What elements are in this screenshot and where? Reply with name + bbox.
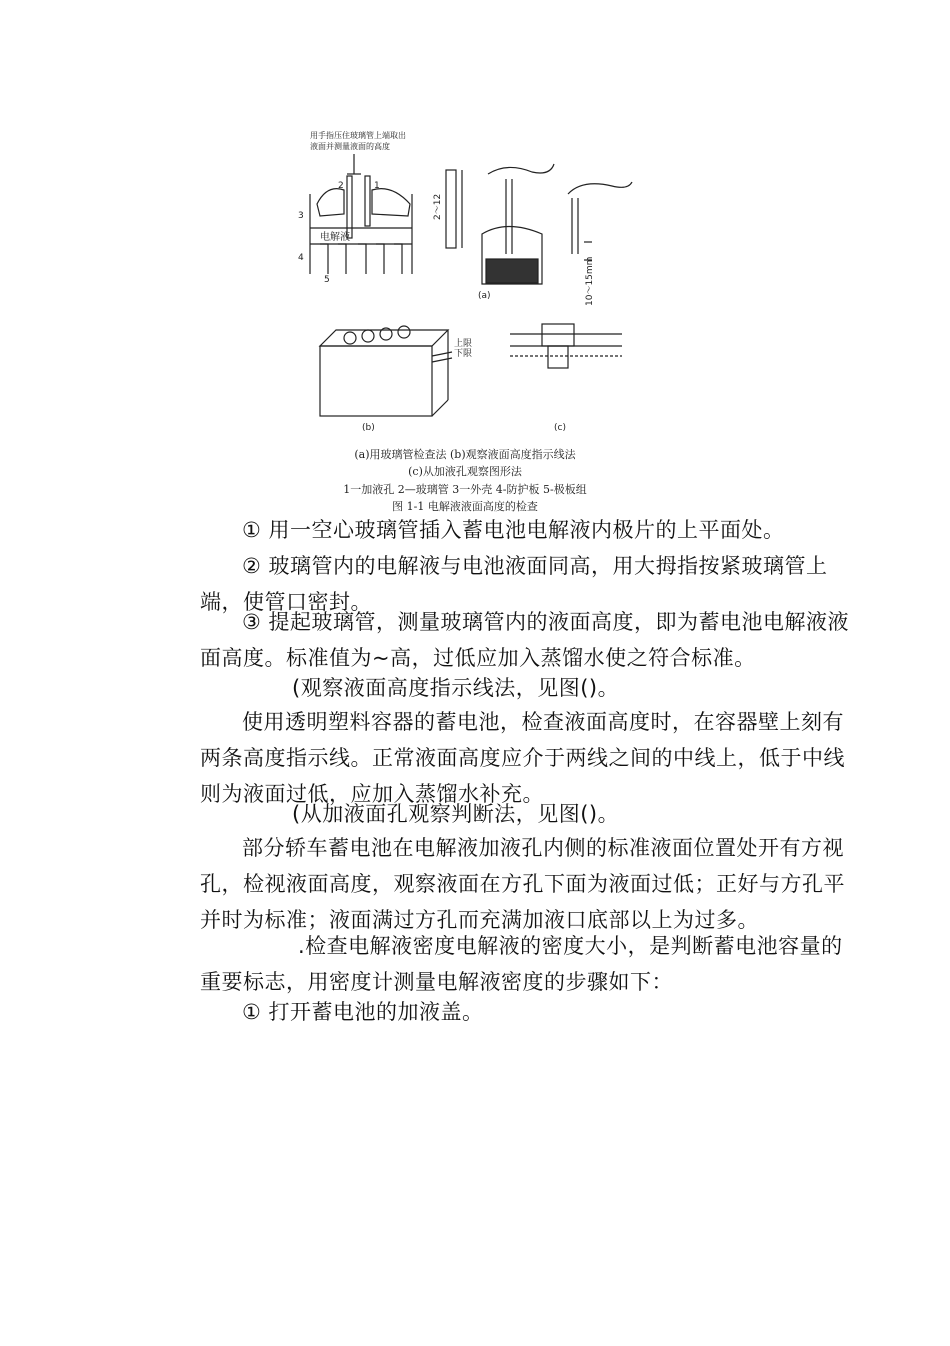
label-a: (a) (478, 291, 491, 301)
paragraph-step-2: ② 玻璃管内的电解液与电池液面同高，用大拇指按紧玻璃管上端，使管口密封。 (200, 554, 828, 614)
figure-title: 图 1-1 电解液液面高度的检查 (392, 500, 538, 513)
label-c: (c) (554, 423, 566, 433)
upper-limit-label: 上限 (454, 339, 473, 349)
plates-5 (320, 244, 402, 274)
glass-tube-mid (446, 170, 456, 248)
paragraph-method-c-heading: (从加液面孔观察判断法，见图()。 (292, 802, 620, 826)
top-note-2: 液面并测量液面的高度 (310, 142, 390, 151)
hand-b (568, 182, 632, 194)
label-b: (b) (362, 423, 375, 433)
paragraph-method-b-body: 使用透明塑料容器的蓄电池，检查液面高度时，在容器壁上刻有两条高度指示线。正常液面高度应介于两线之间的中线上，低于中线则为液面过低，应加入蒸馏水补充。 (200, 710, 845, 806)
cell-cap-left (317, 189, 344, 216)
paragraph-density-step-1: ① 打开蓄电池的加液盖。 (242, 1000, 484, 1024)
dim-10-15: 10～15mm (585, 256, 595, 306)
hand-a (488, 164, 554, 174)
paragraph-step-1: ① 用一空心玻璃管插入蓄电池电解液内极片的上平面处。 (242, 518, 785, 542)
electrolyte-level-figure (292, 124, 652, 444)
label-3: 3 (298, 211, 304, 221)
paragraph-step-3: ③ 提起玻璃管，测量玻璃管内的液面高度，即为蓄电池电解液液面高度。标准值为~高，过低应加入蒸馏水使之符合标准。 (200, 610, 849, 670)
battery-top-b (320, 330, 448, 346)
label-5: 5 (324, 275, 330, 285)
label-1: 1 (374, 181, 380, 191)
glass-tube-2 (347, 176, 352, 238)
top-note-1: 用手指压住玻璃管上端取出 (310, 131, 406, 140)
figure-drawing (292, 124, 652, 444)
label-4: 4 (298, 253, 304, 263)
cell-cap-right (372, 189, 410, 216)
figure-caption-1: (a)用玻璃管检查法 (b)观察液面高度指示线法 (354, 448, 576, 461)
figure-legend: 1一加液孔 2—玻璃管 3一外壳 4-防护板 5-极板组 (343, 483, 587, 496)
paragraph-density-check: .检查电解液密度电解液的密度大小，是判断蓄电池容量的重要标志，用密度计测量电解液密度的步骤如下： (200, 934, 843, 994)
filler-hole-1 (365, 176, 370, 226)
label-2: 2 (338, 181, 344, 191)
figure-caption-2: (c)从加液孔观察图形法 (408, 465, 522, 478)
battery-body-b (320, 346, 432, 416)
lower-limit-label: 下限 (454, 349, 473, 359)
paragraph-method-b-heading: (观察液面高度指示线法，见图()。 (292, 676, 620, 700)
electrolyte-label: 电解液 (320, 232, 350, 243)
dim-2-12: 2～12 (433, 193, 443, 220)
paragraph-method-c-body: 部分轿车蓄电池在电解液加液孔内侧的标准液面位置处开有方视孔，检视液面高度，观察液面在方孔下面为液面过低；正好与方孔平并时为标准；液面满过方孔而充满加液口底部以上为过多。 (200, 836, 845, 932)
